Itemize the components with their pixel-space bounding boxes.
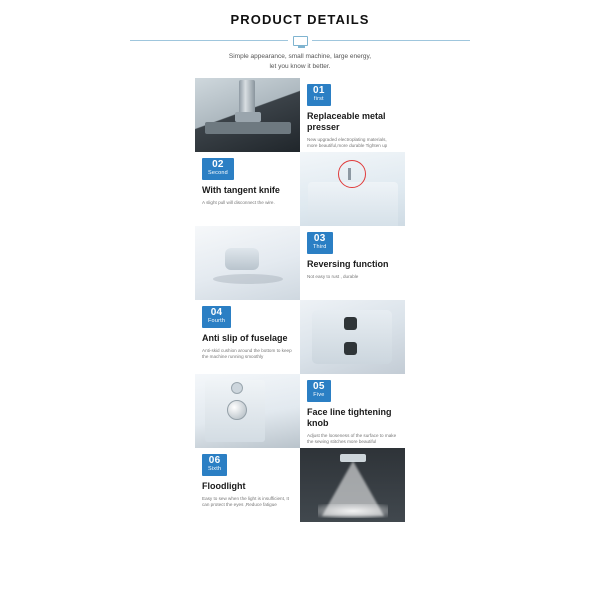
feature-title-02: With tangent knife (202, 184, 280, 195)
feature-row-3 (195, 226, 405, 300)
feature-block-06 (195, 448, 300, 522)
feature-row-5 (195, 374, 405, 448)
feature-number-02: 02 (212, 159, 224, 170)
feature-title-06: Floodlight (202, 480, 246, 491)
feature-desc-01: New upgraded electroplating materials, more beautiful,more durable Tighten up (307, 136, 388, 148)
feature-block-02 (195, 152, 300, 226)
subtitle-line-2: let you know it better. (269, 63, 331, 70)
feature-grid (195, 78, 405, 522)
feature-badge-04 (202, 306, 231, 328)
feature-row-1 (195, 78, 405, 152)
feature-number-03: 03 (313, 233, 326, 244)
feature-row-2 (195, 152, 405, 226)
feature-row-6 (195, 448, 405, 522)
feature-ordinal-02: Second (208, 170, 228, 176)
feature-number-06: 06 (208, 455, 221, 466)
page-header (0, 0, 600, 72)
feature-ordinal-06: Sixth (208, 466, 222, 472)
highlight-circle (338, 160, 366, 188)
feature-title-04: Anti slip of fuselage (202, 332, 288, 343)
presser-foot-photo (195, 78, 300, 152)
feature-badge-02 (202, 158, 234, 180)
subtitle-line-1: Simple appearance, small machine, large energy, (228, 53, 372, 60)
reverse-lever-photo (195, 226, 300, 300)
feature-badge-03 (307, 232, 333, 254)
feature-title-01: Replaceable metal presser (307, 110, 386, 132)
tightening-knob-photo (195, 374, 300, 448)
feature-block-03 (300, 226, 405, 300)
feature-block-05 (300, 374, 405, 448)
feature-ordinal-05: Five (313, 392, 325, 398)
feature-number-05: 05 (313, 381, 325, 392)
feature-ordinal-04: Fourth (208, 318, 226, 324)
feature-desc-03: Not easy to rust , durable (307, 273, 359, 279)
feature-desc-05: Adjust the looseness of the surface to make the sewing stitches more beautiful (307, 432, 397, 444)
feature-number-04: 04 (210, 307, 223, 318)
page-subtitle (100, 52, 500, 72)
feature-block-01 (300, 78, 405, 152)
floodlight-photo (300, 448, 405, 522)
tangent-knife-photo (300, 152, 405, 226)
feature-number-01: 01 (313, 85, 325, 96)
feature-title-03: Reversing function (307, 258, 389, 269)
feature-badge-06 (202, 454, 227, 476)
page-title: PRODUCT DETAILS (230, 12, 370, 27)
feature-ordinal-03: Third (313, 244, 327, 250)
feature-badge-01 (307, 84, 331, 106)
anti-slip-pads-photo (300, 300, 405, 374)
feature-desc-04: Anti-skid cushion around the bottom to keep the machine running smoothly (202, 347, 292, 359)
monitor-icon (288, 34, 312, 47)
feature-row-4 (195, 300, 405, 374)
feature-title-05: Face line tightening knob (307, 406, 392, 428)
feature-badge-05 (307, 380, 331, 402)
feature-ordinal-01: first (313, 96, 324, 102)
feature-desc-06: Easy to sew when the light is insufficient, It can protect the eyes ,Reduce fatigue (202, 495, 289, 507)
feature-block-04 (195, 300, 300, 374)
title-divider (130, 34, 470, 46)
feature-desc-02: A slight pull will disconnect the wire. (202, 199, 275, 205)
